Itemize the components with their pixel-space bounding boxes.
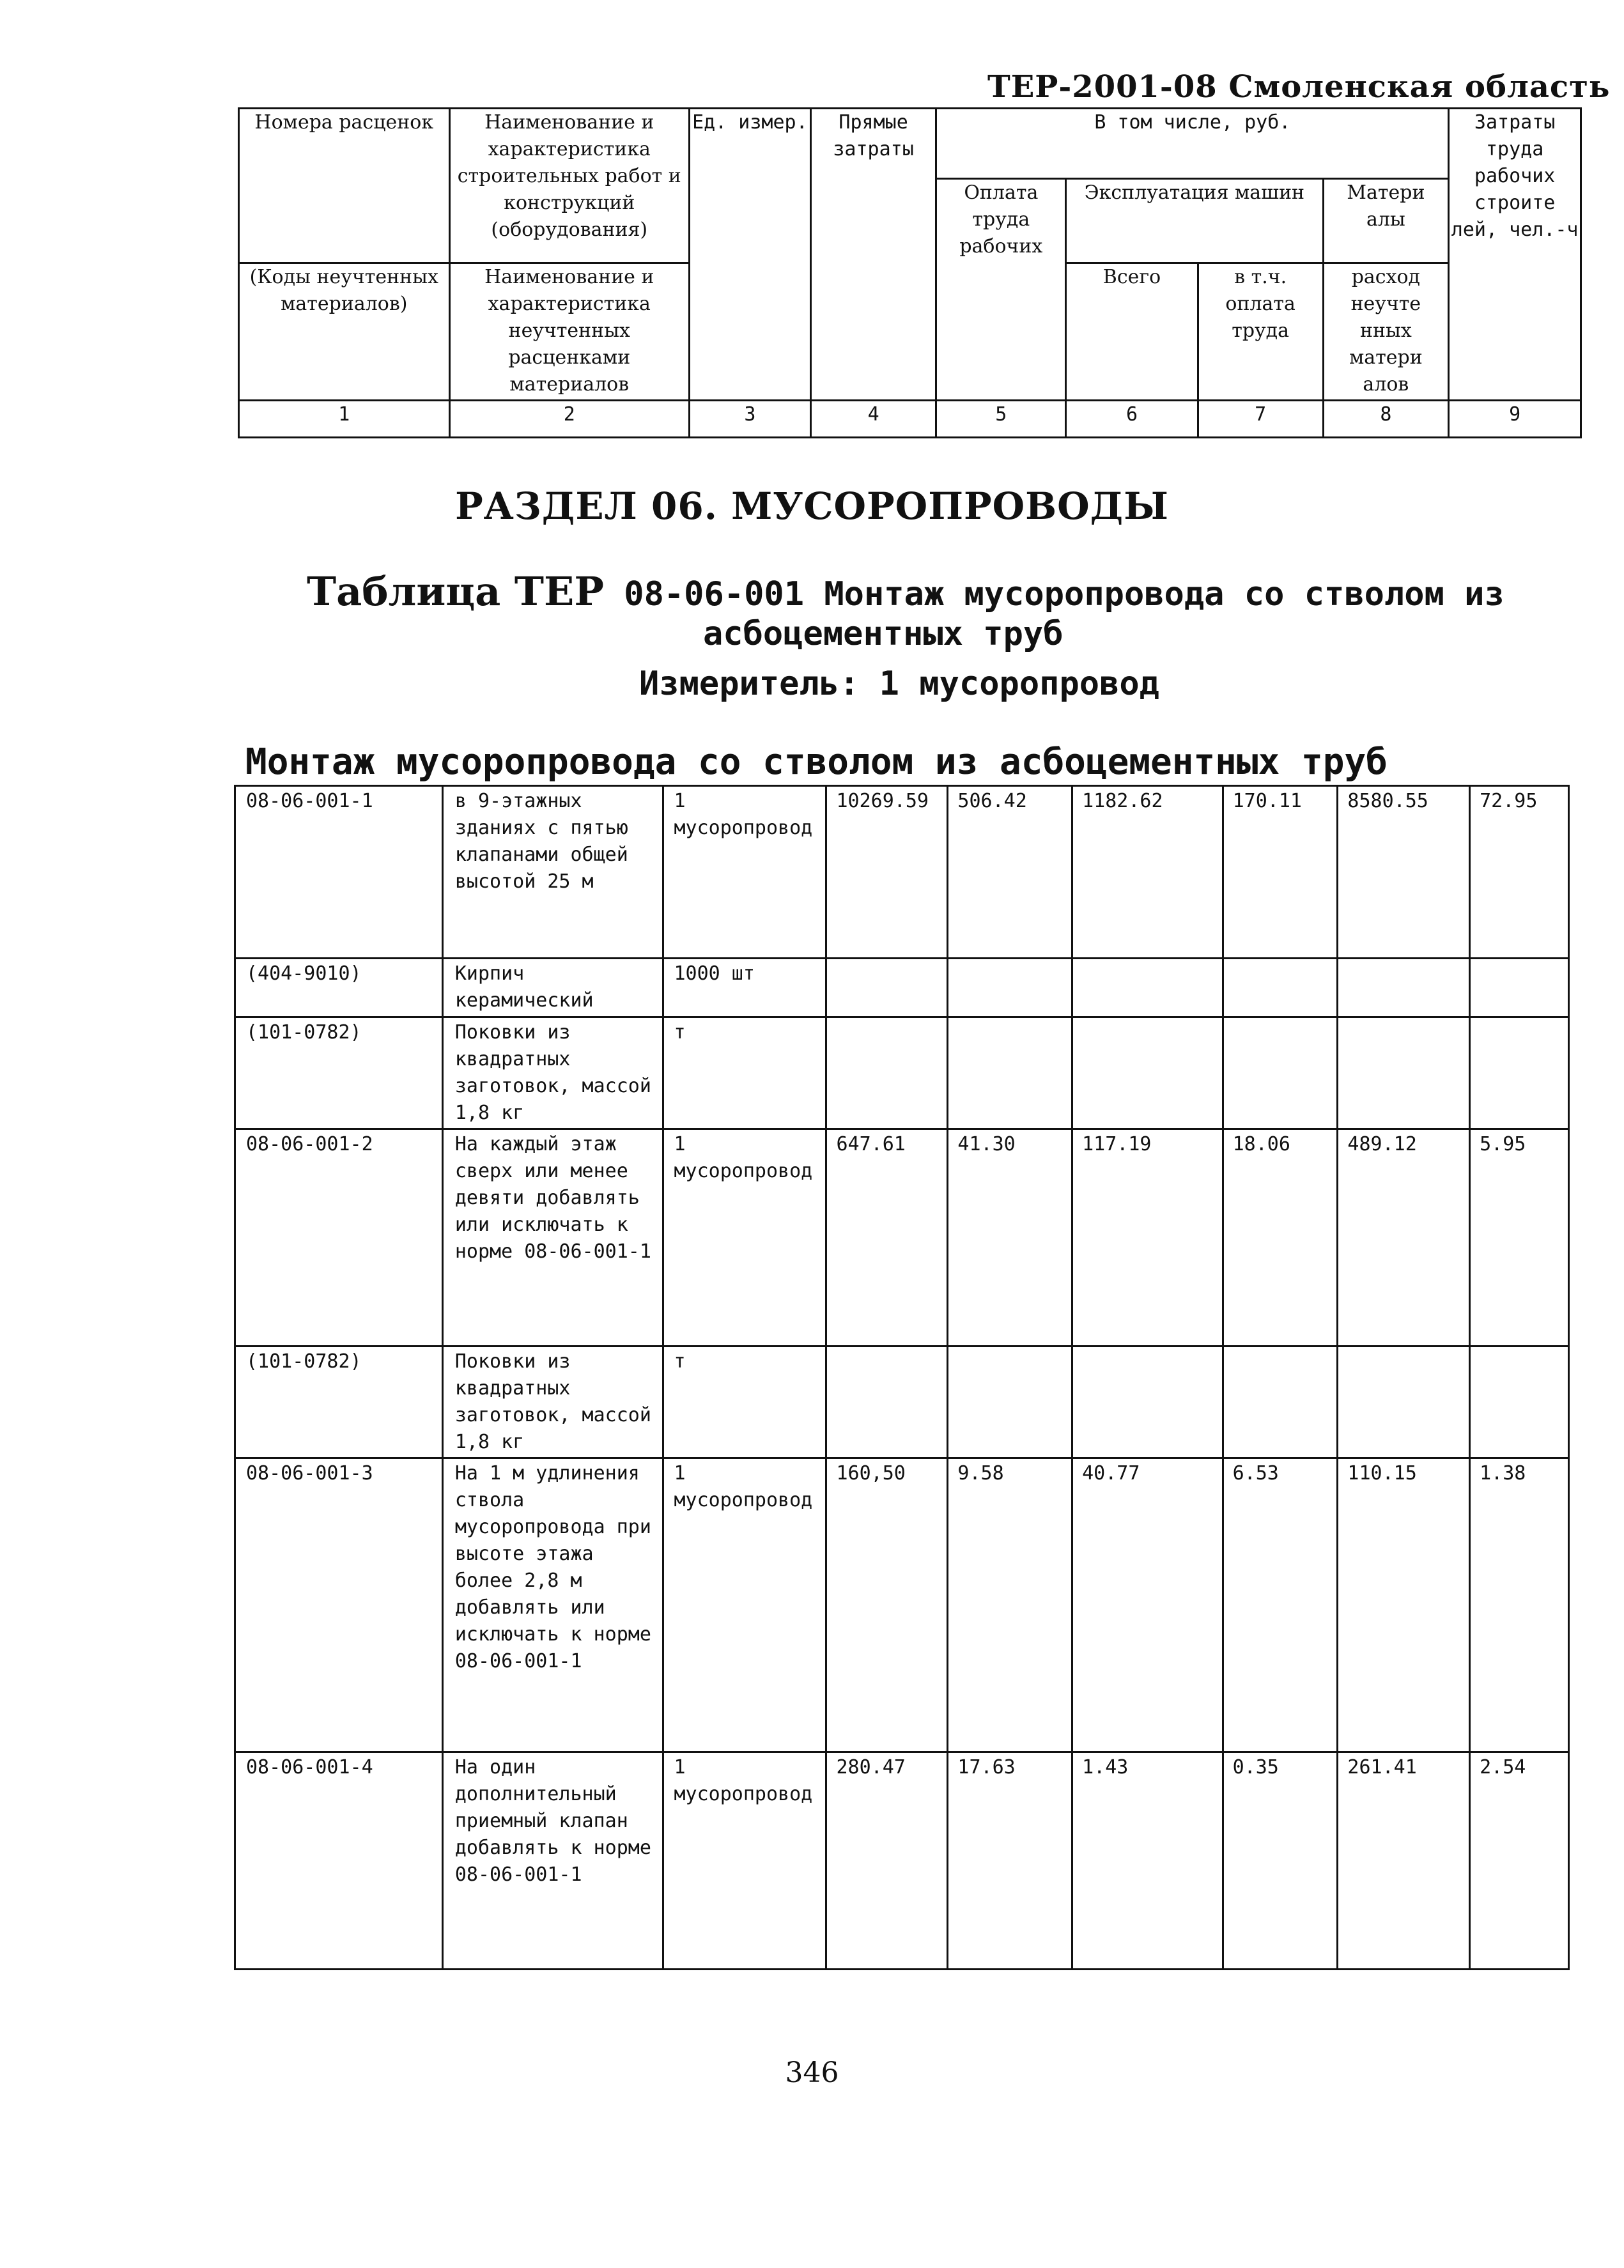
machines-total [1072, 1346, 1223, 1458]
unit: т [663, 1346, 826, 1458]
labor-cost [1470, 1346, 1569, 1458]
col-materials-header: Матери алы [1323, 179, 1449, 263]
table-row [235, 1129, 1569, 1346]
rates-table [234, 785, 1570, 1970]
direct-cost [826, 959, 948, 1017]
direct-cost [826, 1346, 948, 1458]
region-title: ТЕР-2001-08 Смоленская область [987, 69, 1611, 105]
machines-wage: 170.11 [1223, 786, 1338, 959]
machines-wage: 6.53 [1223, 1458, 1338, 1752]
materials [1338, 959, 1470, 1017]
wage [948, 1346, 1072, 1458]
table-row [235, 1458, 1569, 1752]
col-machines-header: Эксплуатация машин [1066, 179, 1323, 263]
unit: 1 мусоропровод [663, 1129, 826, 1346]
col-machines-wage-header: в т.ч. оплата труда [1198, 263, 1323, 401]
wage [948, 959, 1072, 1017]
unit: 1 мусоропровод [663, 1752, 826, 1970]
wage: 9.58 [948, 1458, 1072, 1752]
work-name: На каждый этаж сверх или менее девяти добавлять или исключать к норме 08-06-001-1 [442, 1129, 663, 1346]
table-title [307, 568, 1579, 654]
direct-cost [826, 1017, 948, 1129]
rate-code: 08-06-001-3 [235, 1458, 443, 1752]
col-materials-subheader: расход неучте нных матери алов [1323, 263, 1449, 401]
col-number: 9 [1449, 401, 1581, 438]
work-name: в 9-этажных зданиях с пятью клапанами общей высотой 25 м [442, 786, 663, 959]
machines-wage [1223, 1346, 1338, 1458]
wage [948, 1017, 1072, 1129]
unit: 1 мусоропровод [663, 786, 826, 959]
page-number: 346 [785, 2056, 839, 2089]
materials: 8580.55 [1338, 786, 1470, 959]
materials: 261.41 [1338, 1752, 1470, 1970]
col-number: 8 [1323, 401, 1449, 438]
table-row [235, 786, 1569, 959]
col-number: 4 [810, 401, 936, 438]
col-unit-header: Ед. измер. [690, 109, 811, 401]
machines-wage [1223, 1017, 1338, 1129]
section-title: РАЗДЕЛ 06. МУСОРОПРОВОДЫ [455, 484, 1169, 528]
col-name-header: Наименование и характеристика строительных работ и конструкций (оборудования) [449, 109, 690, 263]
table-title-line1: Монтаж мусоропровода со стволом из [824, 575, 1504, 613]
rate-code: 08-06-001-2 [235, 1129, 443, 1346]
col-direct-header: Прямые затраты [810, 109, 936, 401]
direct-cost: 160,50 [826, 1458, 948, 1752]
work-name: Кирпич керамический [442, 959, 663, 1017]
table-title-line2: асбоцементных труб [703, 615, 1063, 653]
unit: т [663, 1017, 826, 1129]
col-number: 1 [239, 401, 450, 438]
col-codes-subheader: (Коды неучтенных материалов) [239, 263, 450, 401]
machines-total [1072, 959, 1223, 1017]
materials [1338, 1346, 1470, 1458]
unit: 1000 шт [663, 959, 826, 1017]
machines-total: 1182.62 [1072, 786, 1223, 959]
table-title-code: 08-06-001 [624, 575, 805, 613]
header-table [238, 107, 1582, 438]
machines-total: 40.77 [1072, 1458, 1223, 1752]
col-number: 5 [936, 401, 1066, 438]
work-name: Поковки из квадратных заготовок, массой 1,8 кг [442, 1346, 663, 1458]
rate-code: (404-9010) [235, 959, 443, 1017]
direct-cost: 647.61 [826, 1129, 948, 1346]
meter: Измеритель: 1 мусоропровод [639, 665, 1159, 703]
rate-code: 08-06-001-1 [235, 786, 443, 959]
wage: 41.30 [948, 1129, 1072, 1346]
machines-total [1072, 1017, 1223, 1129]
machines-wage [1223, 959, 1338, 1017]
col-wage-header: Оплата труда рабочих [936, 179, 1066, 401]
group-title: Монтаж мусоропровода со стволом из асбоцементных труб [245, 741, 1388, 783]
table-row [235, 959, 1569, 1017]
labor-cost: 72.95 [1470, 786, 1569, 959]
direct-cost: 10269.59 [826, 786, 948, 959]
table-row [235, 1752, 1569, 1970]
rate-code: (101-0782) [235, 1346, 443, 1458]
col-number: 2 [449, 401, 690, 438]
machines-wage: 0.35 [1223, 1752, 1338, 1970]
direct-cost: 280.47 [826, 1752, 948, 1970]
machines-total: 117.19 [1072, 1129, 1223, 1346]
work-name: Поковки из квадратных заготовок, массой 1,8 кг [442, 1017, 663, 1129]
rate-code: 08-06-001-4 [235, 1752, 443, 1970]
work-name: На 1 м удлинения ствола мусоропровода при высоте этажа более 2,8 м добавлять или исключать к норме 08-06-001-1 [442, 1458, 663, 1752]
table-title-prefix: Таблица ТЕР [307, 568, 604, 615]
materials: 110.15 [1338, 1458, 1470, 1752]
table-row [235, 1017, 1569, 1129]
labor-cost: 2.54 [1470, 1752, 1569, 1970]
col-codes-header: Номера расценок [239, 109, 450, 263]
col-name-subheader: Наименование и характеристика неучтенных расценками материалов [449, 263, 690, 401]
wage: 17.63 [948, 1752, 1072, 1970]
table-row [235, 1346, 1569, 1458]
col-including-header: В том числе, руб. [936, 109, 1449, 179]
col-labor-header: Затраты труда рабочих строите лей, чел.-ч [1449, 109, 1581, 401]
unit: 1 мусоропровод [663, 1458, 826, 1752]
col-machines-total-header: Всего [1066, 263, 1198, 401]
col-number: 3 [690, 401, 811, 438]
labor-cost: 1.38 [1470, 1458, 1569, 1752]
machines-wage: 18.06 [1223, 1129, 1338, 1346]
labor-cost: 5.95 [1470, 1129, 1569, 1346]
col-number: 7 [1198, 401, 1323, 438]
labor-cost [1470, 1017, 1569, 1129]
labor-cost [1470, 959, 1569, 1017]
rate-code: (101-0782) [235, 1017, 443, 1129]
wage: 506.42 [948, 786, 1072, 959]
col-number: 6 [1066, 401, 1198, 438]
materials: 489.12 [1338, 1129, 1470, 1346]
work-name: На один дополнительный приемный клапан добавлять к норме 08-06-001-1 [442, 1752, 663, 1970]
machines-total: 1.43 [1072, 1752, 1223, 1970]
materials [1338, 1017, 1470, 1129]
